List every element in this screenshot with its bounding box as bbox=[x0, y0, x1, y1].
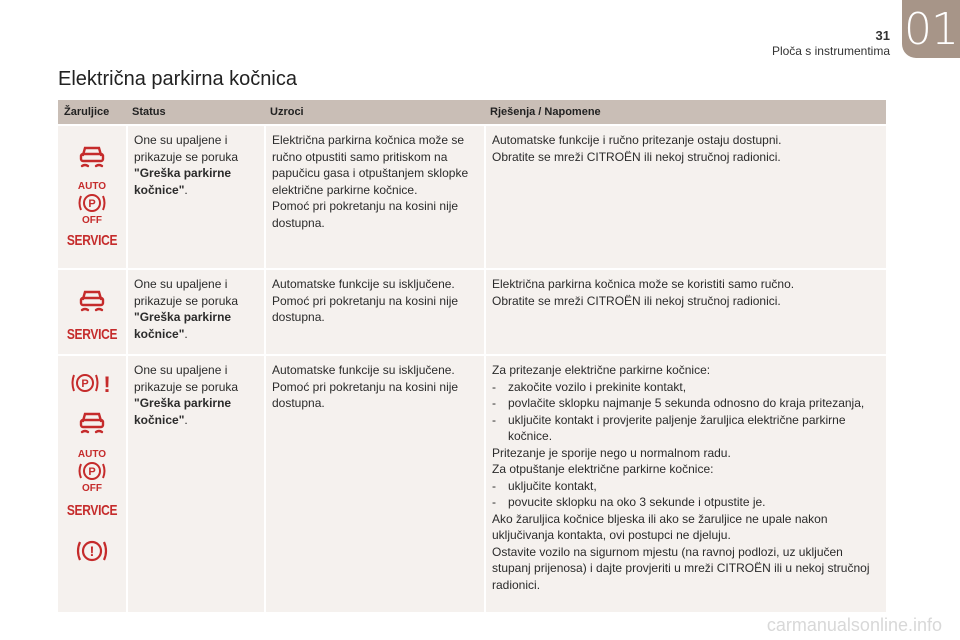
p-label: P bbox=[81, 378, 89, 390]
status-cell: One su upaljene i prikazuje se poruka "Greška parkirne kočnice". bbox=[126, 356, 264, 612]
section-title: Ploča s instrumentima bbox=[771, 44, 890, 58]
service-icon: SERVICE bbox=[66, 231, 118, 249]
watermark: carmanualsonline.info bbox=[766, 615, 942, 635]
table-row bbox=[58, 126, 886, 268]
page-title: Električna parkirna kočnica bbox=[58, 68, 297, 90]
off-label: OFF bbox=[82, 483, 102, 492]
auto-label: AUTO bbox=[77, 181, 107, 192]
table-header bbox=[58, 100, 886, 124]
list-item: - uključite kontakt, bbox=[492, 478, 597, 493]
p-label: P bbox=[88, 466, 96, 478]
list-item: - povlačite sklopku najmanje 5 sekunda odnosno do kraja pritezanja, bbox=[492, 396, 865, 410]
header-lamps: Žaruljice bbox=[64, 106, 110, 118]
causes-cell: Automatske funkcije su isključene. Pomoć pri pokretanju na kosini nije dostupna. bbox=[264, 270, 484, 354]
p-exclamation-icon bbox=[69, 370, 115, 396]
warning-lights-table bbox=[58, 100, 886, 612]
header-causes: Uzroci bbox=[270, 106, 304, 118]
notes-cell: Električna parkirna kočnica može se koristiti samo ručno. Obratite se mreži CITROËN ili nekoj stručnoj radionici. bbox=[484, 270, 886, 354]
notes-cell: Za pritezanje električne parkirne kočnice: - zakočite vozilo i prekinite kontakt, - povlačite sklopku najmanje 5 sekunda odnosno do kraja pritezanja, - uključite kontakt i provjerite paljenje žaruljica električne parkirne kočnice. Pritezanje je sporije nego u normalnom radu. Za otpuštanje električne parkirne kočnice: - uključite kontakt, - povucite sklopku na oko 3 sekunde i otpustite je. Ako žaruljica kočnice bljeska ili ako se žaruljice ne upale nakon uključivanja kontakta, ovi postupci ne djeluju. Ostavite vozilo na sigurnom mjestu (na ravnoj podlozi, uz uključen stupanj prijenosa) i dajte provjeriti u mreži CITROËN ili u nekoj stručnoj radionici. bbox=[484, 356, 886, 612]
causes-cell: Automatske funkcije su isključene. Pomoć pri pokretanju na kosini nije dostupna. bbox=[264, 356, 484, 612]
off-label: OFF bbox=[82, 215, 102, 224]
lamps-cell bbox=[58, 356, 126, 612]
brake-warning-icon bbox=[74, 537, 110, 565]
chapter-tab: 01 bbox=[902, 0, 960, 58]
list-item: - povucite sklopku na oko 3 sekunde i otpustite je. bbox=[492, 495, 766, 509]
status-cell: One su upaljene i prikazuje se poruka "Greška parkirne kočnice". bbox=[126, 270, 264, 354]
header-status: Status bbox=[132, 106, 166, 118]
list-item: - uključite kontakt i provjerite paljenje žaruljica električne parkirne kočnice. bbox=[492, 412, 846, 443]
service-icon: SERVICE bbox=[66, 501, 118, 519]
exclamation-label: ! bbox=[103, 372, 111, 396]
notes-cell: Automatske funkcije i ručno pritezanje ostaju dostupni. Obratite se mreži CITROËN ili nekoj stručnoj radionici. bbox=[484, 126, 886, 268]
car-skid-icon bbox=[76, 284, 108, 316]
lamps-cell bbox=[58, 270, 126, 354]
car-skid-icon bbox=[76, 406, 108, 438]
auto-label: AUTO bbox=[77, 449, 107, 460]
table-row bbox=[58, 270, 886, 354]
lamps-cell bbox=[58, 126, 126, 268]
list-item: - zakočite vozilo i prekinite kontakt, bbox=[492, 379, 687, 394]
car-skid-icon bbox=[76, 140, 108, 172]
auto-p-off-icon bbox=[72, 180, 112, 224]
causes-cell: Električna parkirna kočnica može se ručno otpustiti samo pritiskom na papučicu gasa i otpuštanjem sklopke električne parkirne kočnice. Pomoć pri pokretanju na kosini nije dostupna. bbox=[264, 126, 484, 268]
p-label: P bbox=[88, 198, 96, 210]
page-number: 31 bbox=[875, 28, 890, 43]
table-row bbox=[58, 356, 886, 612]
exclamation-label: ! bbox=[89, 542, 95, 559]
service-icon: SERVICE bbox=[66, 325, 118, 343]
status-cell: One su upaljene i prikazuje se poruka "Greška parkirne kočnice". bbox=[126, 126, 264, 268]
header-notes: Rješenja / Napomene bbox=[490, 106, 601, 118]
auto-p-off-icon bbox=[72, 448, 112, 492]
